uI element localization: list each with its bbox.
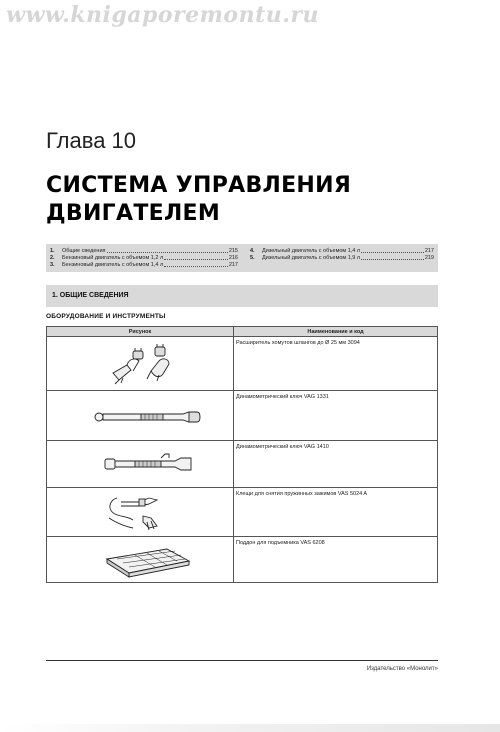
equipment-table <box>46 326 438 583</box>
toc-item <box>50 248 238 255</box>
name-cell: Клещи для снятия пружинных зажимов VAS 5024 A <box>234 488 438 537</box>
lift-tray-icon <box>47 537 233 582</box>
chapter-label: Глава 10 <box>46 128 137 153</box>
toc-column-left <box>50 248 238 269</box>
toc-leader-dots <box>107 248 228 253</box>
figure-cell <box>47 488 234 537</box>
column-header-name: Наименование и код <box>234 327 438 337</box>
figure-cell <box>47 391 234 441</box>
toc-item-name: Дизельный двигатель с объемом 1,4 л <box>262 248 361 254</box>
spring-clip-pliers-icon <box>47 488 233 536</box>
toc-item-number: 5. <box>250 255 255 261</box>
chapter-title-line: ДВИГАТЕЛЕМ <box>46 201 221 226</box>
table-row <box>47 391 438 441</box>
table-row <box>47 441 438 488</box>
toc-item-page: 215 <box>228 248 238 254</box>
table-header-row <box>47 327 438 337</box>
toc-item-page: 219 <box>424 255 434 261</box>
toc-item-number: 3. <box>50 262 55 268</box>
section-heading <box>46 285 438 307</box>
toc-item-number: 4. <box>250 248 255 254</box>
toc-item <box>250 248 434 255</box>
publisher-credit: Издательство «Монолит» <box>366 666 438 672</box>
toc-item-name: Общие сведения <box>62 248 106 254</box>
toc-item-name: Бензиновый двигатель с объемом 1,2 л <box>62 255 164 261</box>
torque-wrench-icon <box>47 391 233 440</box>
toc-item-name: Бензиновый двигатель с объемом 1,4 л <box>62 262 164 268</box>
toc-column-right <box>250 248 434 262</box>
figure-cell <box>47 537 234 583</box>
table-row <box>47 488 438 537</box>
column-header-figure: Рисунок <box>47 327 234 337</box>
toc-item-number: 1. <box>50 248 55 254</box>
toc-item <box>250 255 434 262</box>
figure-cell <box>47 337 234 391</box>
toc-leader-dots <box>164 262 228 267</box>
toc-item-name: Дизельный двигатель с объемом 1,9 л <box>262 255 361 261</box>
name-cell: Динамометрический ключ VAG 1331 <box>234 391 438 441</box>
table-row <box>47 337 438 391</box>
toc-item-page: 216 <box>228 255 238 261</box>
figure-cell <box>47 441 234 488</box>
toc-item-page: 217 <box>424 248 434 254</box>
toc-item-page: 217 <box>228 262 238 268</box>
section-heading-text: 1. ОБЩИЕ СВЕДЕНИЯ <box>52 292 129 299</box>
name-cell: Поддон для подъемника VAS 6208 <box>234 537 438 583</box>
toc-item <box>50 262 238 269</box>
torque-wrench-icon <box>47 441 233 487</box>
toc-leader-dots <box>361 255 424 260</box>
scan-edge <box>0 724 500 732</box>
table-of-contents <box>46 244 438 272</box>
watermark: www.knigaporemontu.ru <box>6 2 319 28</box>
table-row <box>47 537 438 583</box>
subheading: ОБОРУДОВАНИЕ И ИНСТРУМЕНТЫ <box>46 313 166 320</box>
toc-item <box>50 255 238 262</box>
name-cell: Расширитель хомутов шлангов до Ø 25 мм 3094 <box>234 337 438 391</box>
chapter-title-line: СИСТЕМА УПРАВЛЕНИЯ <box>46 173 352 198</box>
toc-leader-dots <box>164 255 228 260</box>
chapter-title <box>46 172 466 228</box>
hose-clamp-expander-icon <box>47 337 233 390</box>
toc-item-number: 2. <box>50 255 55 261</box>
footer-rule <box>46 660 438 661</box>
toc-leader-dots <box>361 248 424 253</box>
name-cell: Динамометрический ключ VAG 1410 <box>234 441 438 488</box>
